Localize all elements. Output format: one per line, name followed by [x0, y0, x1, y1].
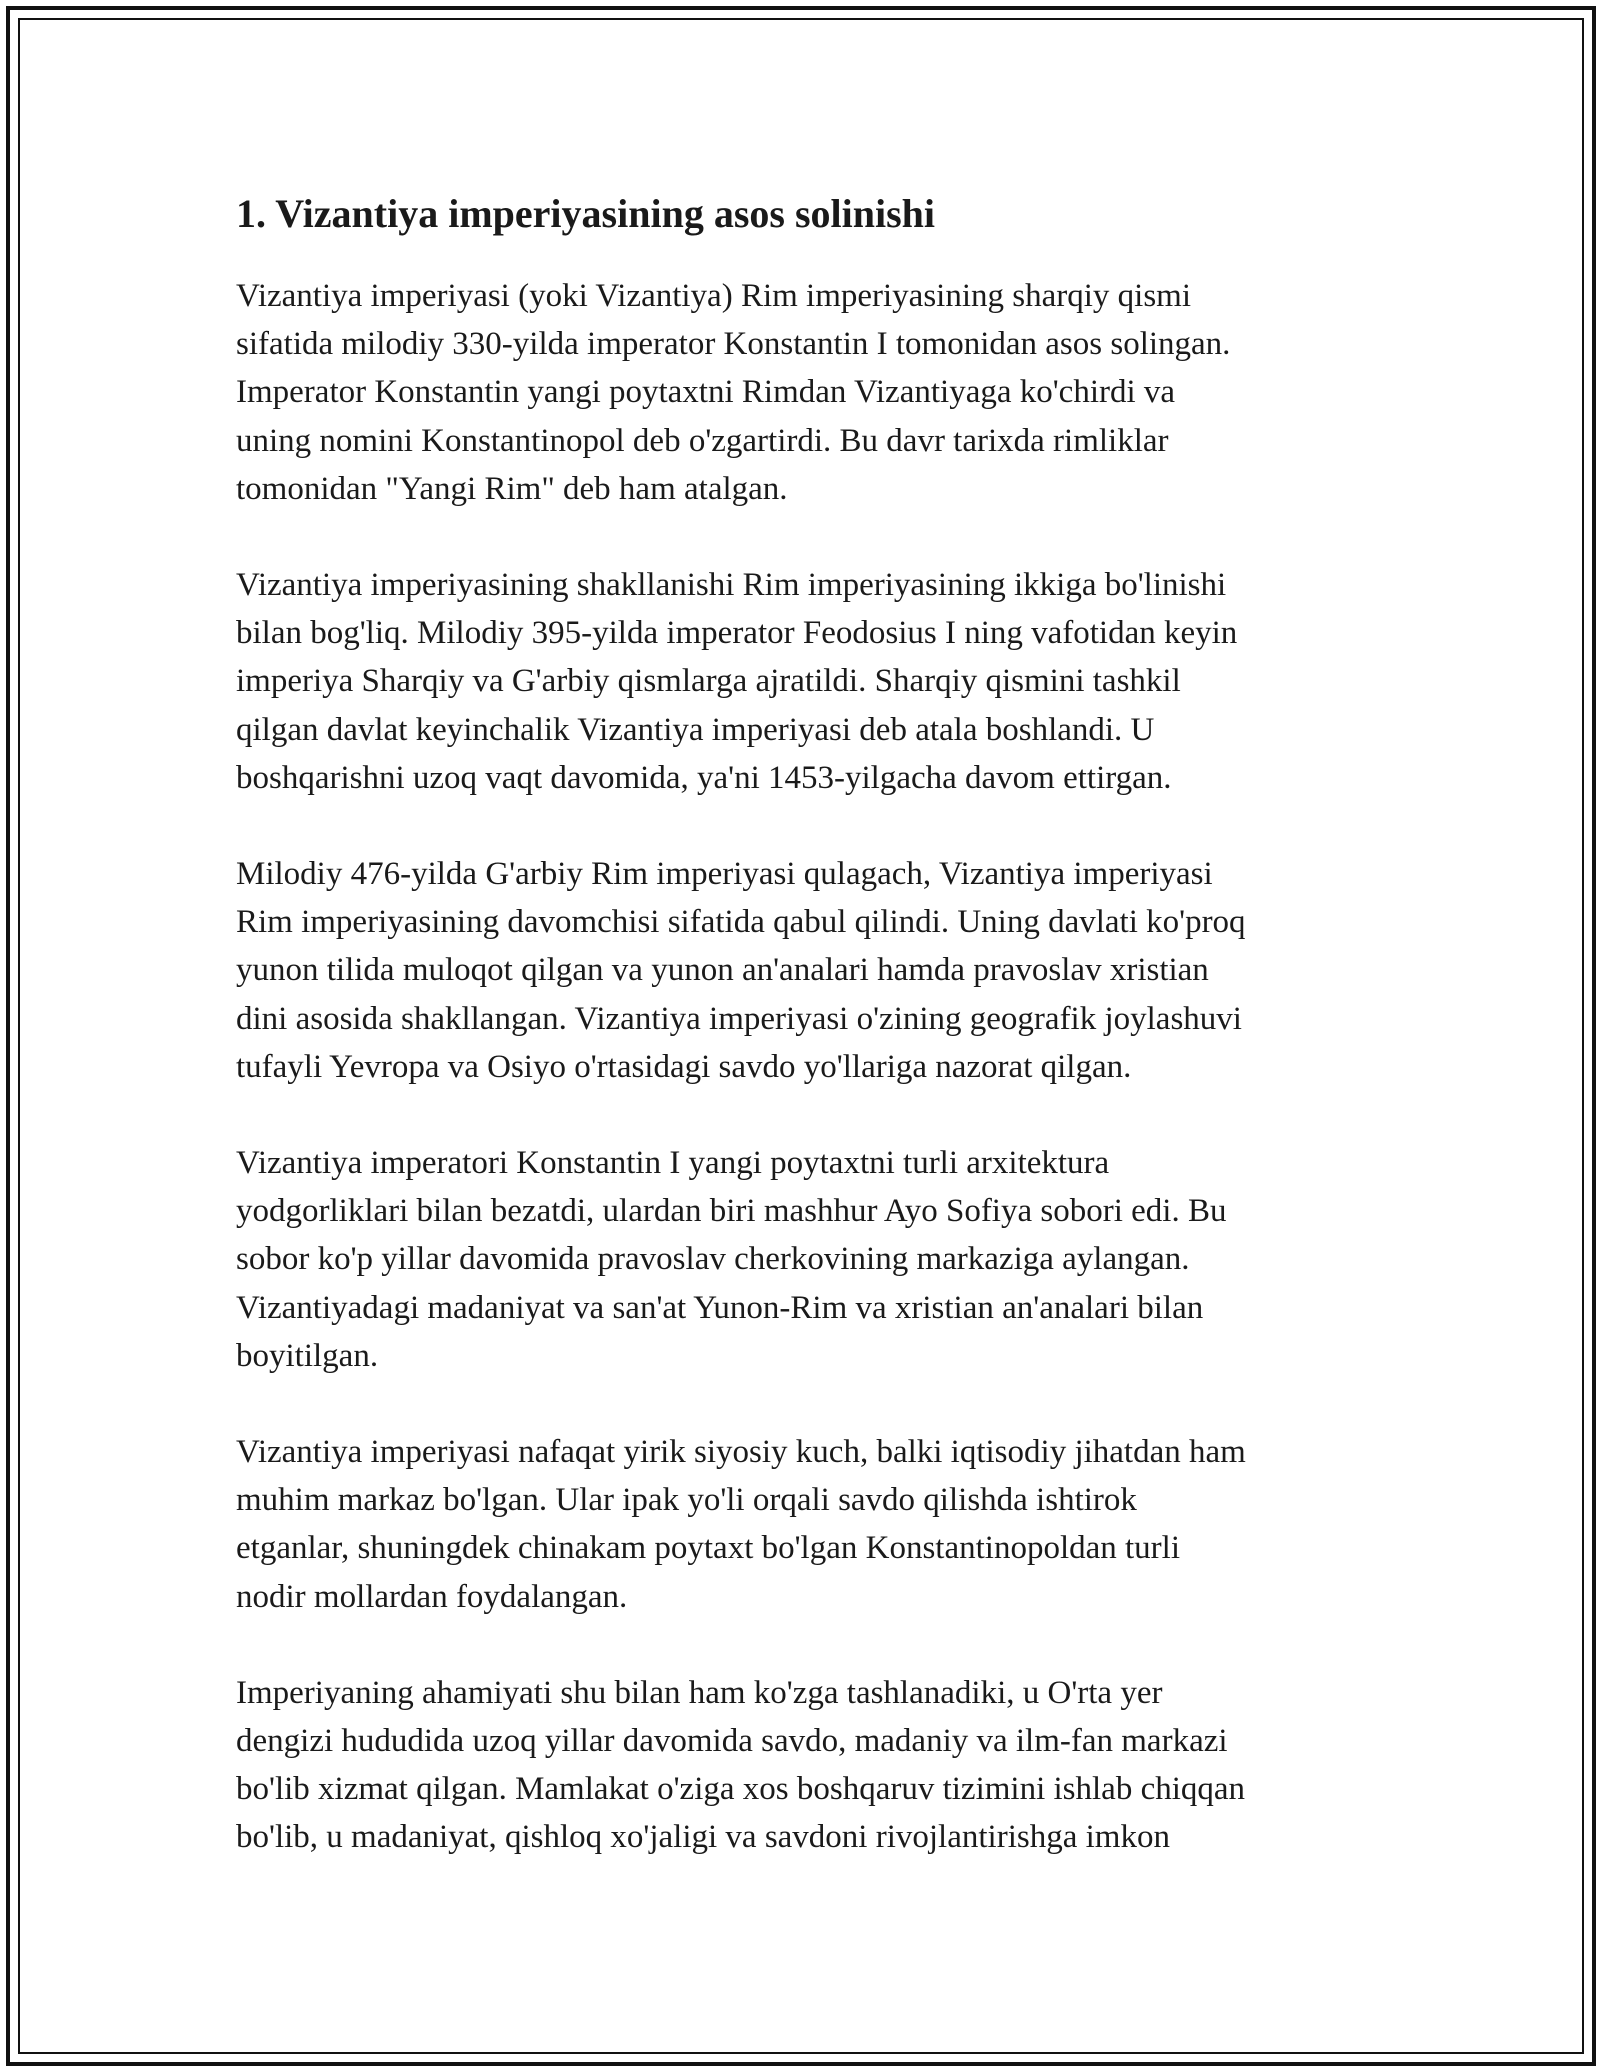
section-heading: 1. Vizantiya imperiyasining asos solinishi — [236, 191, 936, 236]
paragraph-4: Vizantiya imperatori Konstantin I yangi poytaxtni turli arxitektura yodgorliklari bilan bezatdi, ulardan biri mashhur Ayo Sofiya sobori edi. Bu sobor ko'p yillar davomida pravoslav cherkovining markaziga aylangan. Vizantiyadagi madaniyat va san'at Yunon-Rim va xristian an'analari bilan boyitilgan. — [236, 1145, 1227, 1374]
paragraph-3: Milodiy 476-yilda G'arbiy Rim imperiyasi qulagach, Vizantiya imperiyasi Rim imperiyasining davomchisi sifatida qabul qilindi. Uning davlati ko'proq yunon tilida muloqot qilgan va yunon an'analari hamda pravoslav xristian dini asosida shakllangan. Vizantiya imperiyasi o'zining geografik joylashuvi tufayli Yevropa va Osiyo o'rtasidagi savdo yo'llariga nazorat qilgan. — [236, 856, 1246, 1085]
paragraph-2: Vizantiya imperiyasining shakllanishi Rim imperiyasining ikkiga bo'linishi bilan bog'liq. Milodiy 395-yilda imperator Feodosius I ning vafotidan keyin imperiya Sharqiy va G'arbiy qismlarga ajratildi. Sharqiy qismini tashkil qilgan davlat keyinchalik Vizantiya imperiyasi deb atala boshlandi. U boshqarishni uzoq vaqt davomida, ya'ni 1453-yilgacha davom ettirgan. — [236, 567, 1238, 796]
document-body — [236, 186, 1396, 1910]
paragraph-5: Vizantiya imperiyasi nafaqat yirik siyosiy kuch, balki iqtisodiy jihatdan ham muhim markaz bo'lgan. Ular ipak yo'li orqali savdo qilishda ishtirok etganlar, shuningdek chinakam poytaxt bo'lgan Konstantinopoldan turli nodir mollardan foydalangan. — [236, 1434, 1246, 1615]
paragraph-6: Imperiyaning ahamiyati shu bilan ham ko'zga tashlanadiki, u O'rta yer dengizi hududida uzoq yillar davomida savdo, madaniy va ilm-fan markazi bo'lib xizmat qilgan. Mamlakat o'ziga xos boshqaruv tizimini ishlab chiqqan bo'lib, u madaniyat, qishloq xo'jaligi va savdoni rivojlantirishga imkon — [236, 1674, 1246, 1856]
paragraph-1: Vizantiya imperiyasi (yoki Vizantiya) Rim imperiyasining sharqiy qismi sifatida milodiy 330-yilda imperator Konstantin I tomonidan asos solingan. Imperator Konstantin yangi poytaxtni Rimdan Vizantiyaga ko'chirdi va uning nomini Konstantinopol deb o'zgartirdi. Bu davr tarixda rimliklar tomonidan "Yangi Rim" deb ham atalgan. — [236, 278, 1231, 507]
